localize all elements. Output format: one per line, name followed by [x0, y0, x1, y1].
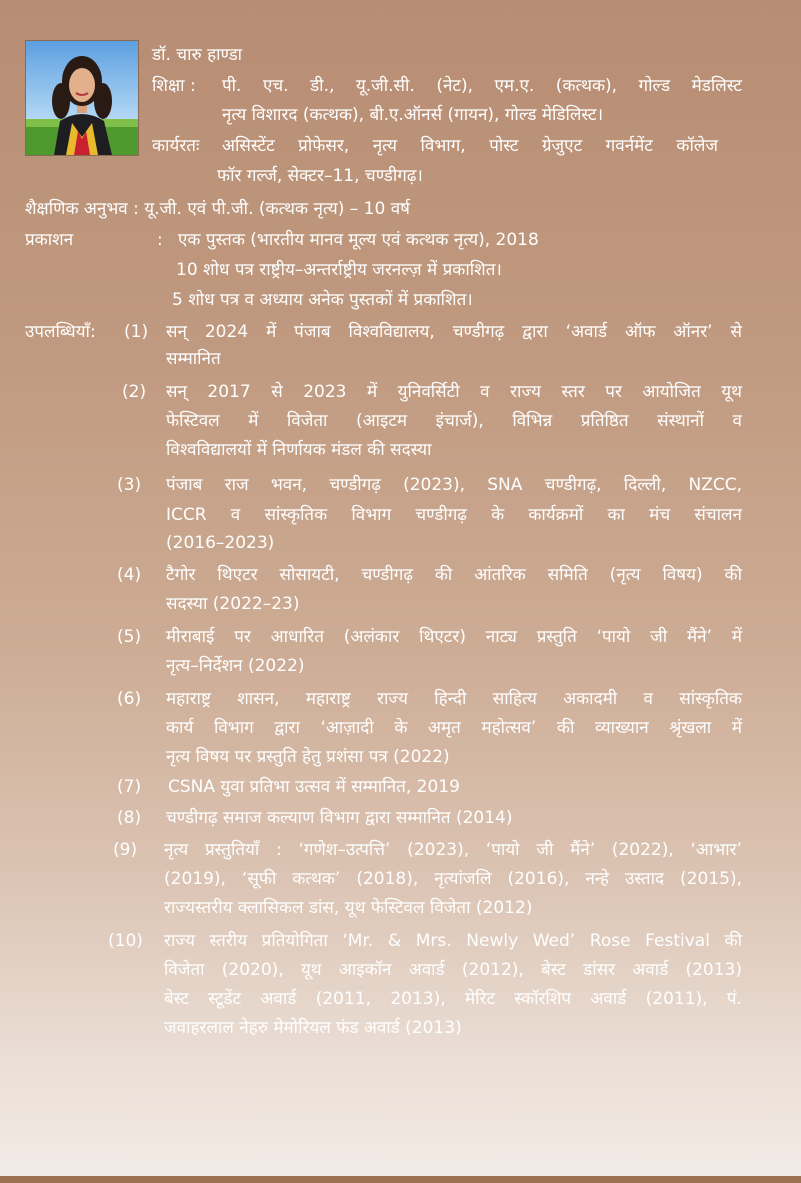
achievement-number: (2): [122, 382, 147, 402]
position-label: कार्यरतः: [152, 136, 200, 156]
achievement-line: (2019), ‘सूफी कत्थक’ (2018), नृत्यांजलि (2016), नन्हे उस्ताद (2015),: [164, 869, 742, 889]
achievements-label: उपलब्धियाँ:: [25, 322, 96, 342]
experience: शैक्षणिक अनुभव : यू.जी. एवं पी.जी. (कत्थक नृत्य) – 10 वर्ष: [25, 199, 410, 219]
achievement-number: (5): [117, 627, 142, 647]
achievement-number: (8): [117, 808, 142, 828]
achievement-line: सन् 2017 से 2023 में युनिवर्सिटी व राज्य स्तर पर आयोजित यूथ: [166, 382, 742, 402]
publication-3: 5 शोध पत्र व अध्याय अनेक पुस्तकों में प्रकाशित।: [172, 290, 473, 310]
achievement-line: मीराबाई पर आधारित (अलंकार थिएटर) नाट्य प्रस्तुति ‘पायो जी मैंने’ में: [166, 627, 742, 647]
publication-label: प्रकाशन: [25, 230, 74, 250]
achievement-number: (3): [117, 475, 142, 495]
profile-name: डॉ. चारु हाण्डा: [152, 45, 243, 65]
achievement-number: (1): [124, 322, 149, 342]
achievement-line: महाराष्ट्र शासन, महाराष्ट्र राज्य हिन्दी साहित्य अकादमी व सांस्कृतिक: [166, 689, 742, 709]
achievement-line: सन् 2024 में पंजाब विश्वविद्यालय, चण्डीगढ़ द्वारा ‘अवार्ड ऑफ ऑनर’ से: [166, 322, 742, 342]
achievement-line: कार्य विभाग द्वारा ‘आज़ादी के अमृत महोत्सव’ की व्याख्यान श्रृंखला में: [166, 718, 742, 738]
publication-1: एक पुस्तक (भारतीय मानव मूल्य एवं कत्थक नृत्य), 2018: [178, 230, 539, 250]
achievement-line: सम्मानित: [166, 349, 221, 369]
achievement-line: चण्डीगढ़ समाज कल्याण विभाग द्वारा सम्मानित (2014): [166, 808, 513, 828]
portrait-image: [26, 41, 138, 155]
achievement-line: नृत्य प्रस्तुतियाँ : ‘गणेश–उत्पत्ति’ (2023), ‘पायो जी मैंने’ (2022), ‘आभार’: [164, 840, 742, 860]
education-label: शिक्षा :: [152, 76, 196, 96]
education-line-1: पी. एच. डी., यू.जी.सी. (नेट), एम.ए. (कत्थक), गोल्ड मेडलिस्ट: [222, 76, 742, 96]
achievement-number: (7): [117, 777, 142, 797]
achievement-line: ICCR व सांस्कृतिक विभाग चण्डीगढ़ के कार्यक्रमों का मंच संचालन: [166, 505, 742, 525]
position-line-1: असिस्टेंट प्रोफेसर, नृत्य विभाग, पोस्ट ग्रेजुएट गवर्नमेंट कॉलेज: [222, 136, 718, 156]
achievement-line: नृत्य विषय पर प्रस्तुति हेतु प्रशंसा पत्र (2022): [166, 747, 450, 767]
profile-photo: [25, 40, 139, 156]
achievement-line: सदस्या (2022–23): [166, 594, 300, 614]
achievement-line: पंजाब राज भवन, चण्डीगढ़ (2023), SNA चण्डीगढ़, दिल्ली, NZCC,: [166, 475, 742, 495]
achievement-line: (2016–2023): [166, 533, 275, 553]
bottom-border: [0, 1176, 801, 1183]
achievement-line: जवाहरलाल नेहरु मेमोरियल फंड अवार्ड (2013): [164, 1018, 462, 1038]
achievement-line: विजेता (2020), यूथ आइकॉन अवार्ड (2012), बेस्ट डांसर अवार्ड (2013): [164, 960, 742, 980]
achievement-number: (4): [117, 565, 142, 585]
education-line-2: नृत्य विशारद (कत्थक), बी.ए.ऑनर्स (गायन), गोल्ड मेडिलिस्ट।: [222, 105, 604, 125]
achievement-line: फेस्टिवल में विजेता (आइटम इंचार्ज), विभिन्न प्रतिष्ठित संस्थानों व: [166, 411, 742, 431]
position-line-2: फॉर गर्ल्ज, सेक्टर–11, चण्डीगढ़।: [217, 166, 423, 186]
achievement-line: CSNA युवा प्रतिभा उत्सव में सम्मानित, 2019: [168, 777, 460, 797]
achievement-line: बेस्ट स्टूडेंट अवार्ड (2011, 2013), मेरिट स्कॉरशिप अवार्ड (2011), पं.: [164, 989, 742, 1009]
achievement-number: (6): [117, 689, 142, 709]
achievement-line: नृत्य–निर्देशन (2022): [166, 656, 305, 676]
achievement-line: राज्यस्तरीय क्लासिकल डांस, यूथ फेस्टिवल विजेता (2012): [164, 898, 533, 918]
achievement-number: (9): [113, 840, 138, 860]
achievement-line: राज्य स्तरीय प्रतियोगिता ‘Mr. & Mrs. Newly Wed’ Rose Festival की: [164, 931, 742, 951]
publication-colon: :: [157, 230, 163, 250]
achievement-line: टैगोर थिएटर सोसायटी, चण्डीगढ़ की आंतरिक समिति (नृत्य विषय) की: [166, 565, 742, 585]
achievement-line: विश्वविद्यालयों में निर्णायक मंडल की सदस्या: [166, 440, 432, 460]
achievement-number: (10): [108, 931, 143, 951]
publication-2: 10 शोध पत्र राष्ट्रीय–अन्तर्राष्ट्रीय जरनल्ज़ में प्रकाशित।: [176, 260, 502, 280]
